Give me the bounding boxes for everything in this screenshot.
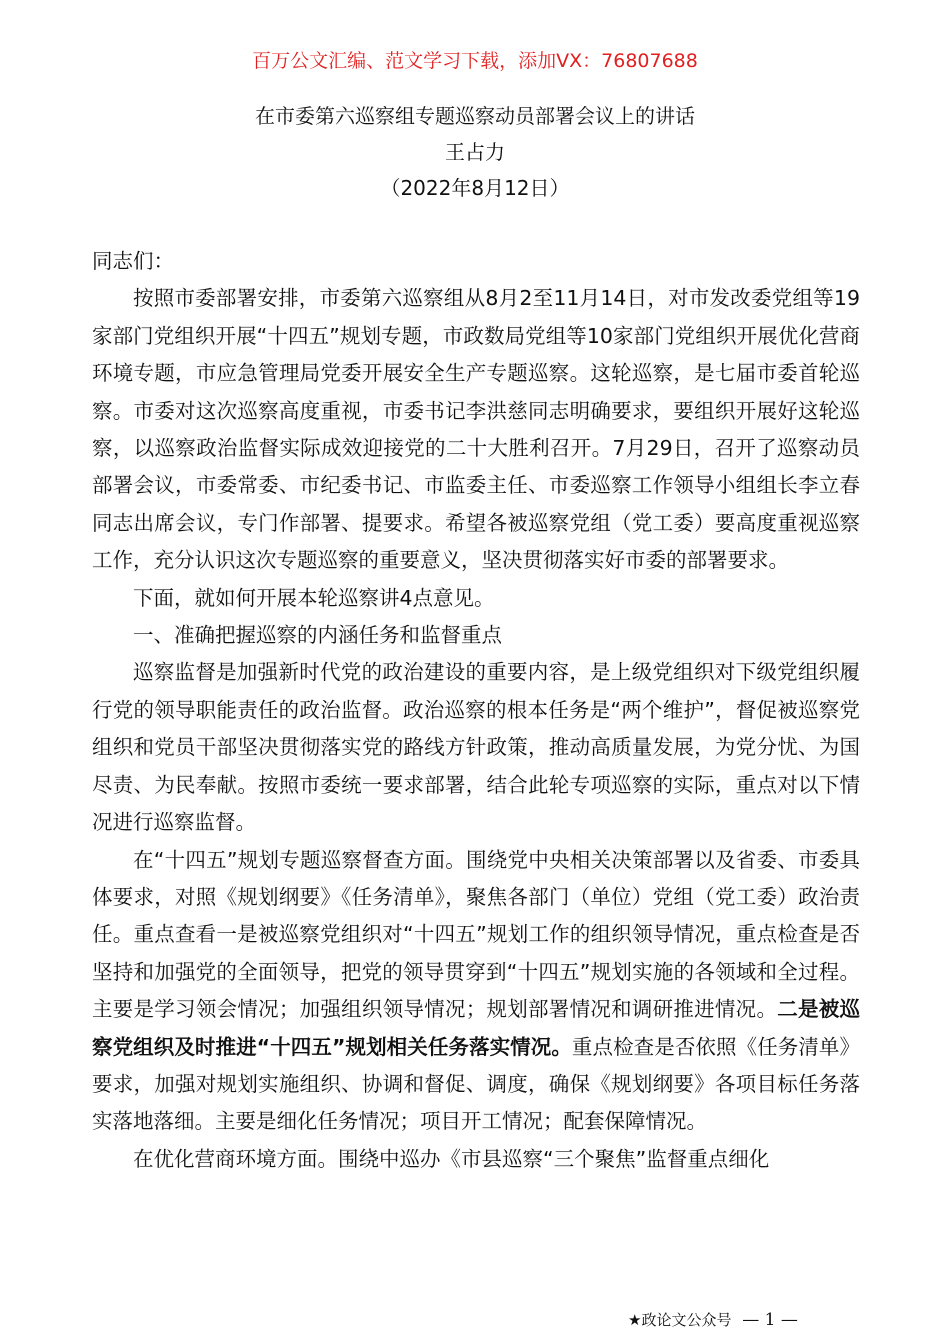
paragraph-4-bold: 二是被巡察党组织及时推进“十四五”规划相关任务落实情况。	[92, 997, 861, 1059]
speech-body	[92, 243, 860, 1178]
paragraph-4	[92, 842, 860, 1141]
page-number: — 1 —	[742, 1310, 798, 1330]
paragraph-1: 按照市委部署安排，市委第六巡察组从8月2至11月14日，对市发改委党组等19家部门党组织开展“十四五”规划专题，市政数局党组等10家部门党组织开展优化营商环境专题，市应急管理局党委开展安全生产专题巡察。这轮巡察，是七届市委首轮巡察。市委对这次巡察高度重视，市委书记李洪慈同志明确要求，要组织开展好这轮巡察，以巡察政治监督实际成效迎接党的二十大胜利召开。7月29日，召开了巡察动员部署会议，市委常委、市纪委书记、市监委主任、市委巡察工作领导小组组长李立春同志出席会议，专门作部署、提要求。希望各被巡察党组（党工委）要高度重视巡察工作，充分认识这次专题巡察的重要意义，坚决贯彻落实好市委的部署要求。	[92, 286, 860, 573]
paragraph-4-part-1: 在“十四五”规划专题巡察督查方面。围绕党中央相关决策部署以及省委、市委具体要求，对照《规划纲要》《任务清单》，聚焦各部门（单位）党组（党工委）政治责任。重点查看一是被巡察党组织对“十四五”规划工作的组织领导情况，重点检查是否坚持和加强党的全面领导，把党的领导贯穿到“十四五”规划实施的各领域和全过程。主要是学习领会情况；加强组织领导情况；规划部署情况和调研推进情况。	[92, 847, 860, 1022]
page-title: 在市委第六巡察组专题巡察动员部署会议上的讲话	[255, 104, 695, 128]
paragraph-5: 在优化营商环境方面。围绕中巡办《市县巡察“三个聚焦”监督重点细化	[133, 1146, 770, 1171]
salutation: 同志们：	[92, 249, 174, 273]
section-heading-1: 一、准确把握巡察的内涵任务和监督重点	[133, 623, 502, 648]
speech-date: （2022年8月12日）	[380, 176, 570, 200]
header-note: 百万公文汇编、范文学习下载，添加VX：76807688	[252, 50, 698, 72]
page-footer	[628, 1309, 798, 1330]
title-block	[0, 98, 950, 206]
author: 王占力	[445, 140, 505, 164]
paragraph-2: 下面，就如何开展本轮巡察讲4点意见。	[133, 585, 495, 610]
paragraph-3: 巡察监督是加强新时代党的政治建设的重要内容，是上级党组织对下级党组织履行党的领导职能责任的政治监督。政治巡察的根本任务是“两个维护”，督促被巡察党组织和党员干部坚决贯彻落实党的路线方针政策，推动高质量发展，为党分忧、为国尽责、为民奉献。按照市委统一要求部署，结合此轮专项巡察的实际，重点对以下情况进行巡察监督。	[92, 660, 860, 835]
paragraph-4-part-2: 重点检查是否依照《任务清单》要求，加强对规划实施组织、协调和督促、调度，确保《规划纲要》各项目标任务落实落地落细。主要是细化任务情况；项目开工情况；配套保障情况。	[92, 1034, 860, 1134]
footer-source: ★政论文公众号	[628, 1311, 732, 1329]
